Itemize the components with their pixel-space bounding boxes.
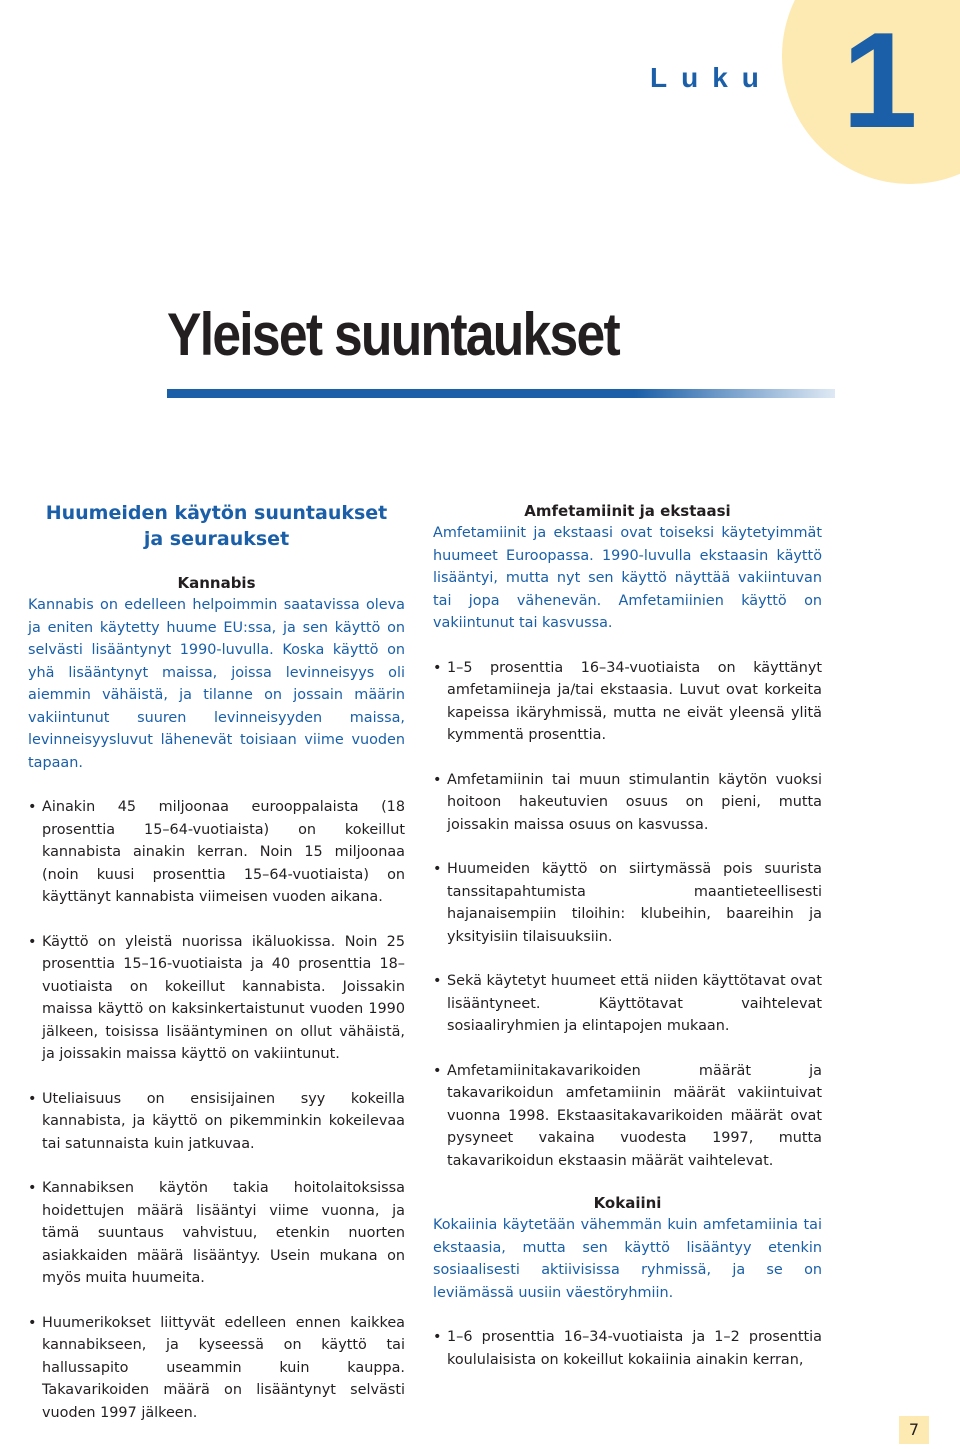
- page-title: Yleiset suuntaukset: [167, 301, 619, 368]
- cannabis-bullet-2: • Käyttö on yleistä nuorissa ikäluokissa. Noin 25 prosenttia 15–16-vuotiaista ja 40 prosenttia 18–vuotiaista on kokeillut kannabista. Joissakin maissa käyttö on kaksinkertaistunut vuoden 1990 jälkeen, toisissa lisääntyminen on ollut vähäistä, ja joissakin maissa käyttö on vakiintunut.: [28, 931, 405, 1066]
- cannabis-bullet-5: • Huumerikokset liittyvät edelleen ennen kaikkea kannabikseen, ja kyseessä on käyttö tai hallussapito useammin kuin kauppa. Takavarikoiden määrä on lisääntynyt selvästi vuoden 1997 jälkeen.: [28, 1312, 405, 1425]
- cocaine-bullet-list: [433, 1326, 822, 1371]
- amphetamines-bullet-3: • Huumeiden käyttö on siirtymässä pois suurista tanssitapahtumista maantieteellisesti hajanaisempiin tiloihin: klubeihin, baareihin ja yksityisiin tilaisuuksiin.: [433, 858, 822, 948]
- section-title: [28, 500, 405, 552]
- amphetamines-heading: Amfetamiinit ja ekstaasi: [524, 502, 731, 520]
- chapter-label: Luku: [650, 62, 773, 93]
- title-rule: [167, 389, 835, 398]
- cannabis-heading: Kannabis: [177, 574, 256, 592]
- right-column: [433, 500, 822, 1371]
- cannabis-bullet-4: • Kannabiksen käytön takia hoitolaitoksissa hoidettujen määrä lisääntyi viime vuonna, ja tämä suuntaus vahvistuu, etenkin nuorten asiakkaiden määrä lisääntyy. Usein mukana on myös muita huumeita.: [28, 1177, 405, 1290]
- cocaine-bullet-1: • 1–6 prosenttia 16–34-vuotiaista ja 1–2 prosenttia koululaisista on kokeillut kokaiinia ainakin kerran,: [433, 1326, 822, 1371]
- left-column: [28, 500, 405, 1424]
- cocaine-heading: Kokaiini: [593, 1194, 662, 1212]
- section-title-line1: Huumeiden käytön suuntaukset: [45, 502, 388, 524]
- page-number: 7: [899, 1416, 929, 1444]
- amphetamines-bullet-4: • Sekä käytetyt huumeet että niiden käyttötavat ovat lisääntyneet. Käyttötavat vaihtelevat sosiaaliryhmien ja elintapojen mukaan.: [433, 970, 822, 1038]
- cannabis-bullet-1: • Ainakin 45 miljoonaa eurooppalaista (18 prosenttia 15–64-vuotiaista) on kokeillut kannabista ainakin kerran. Noin 15 miljoonaa (noin kuusi prosenttia 15–64-vuotiaista) on käyttänyt kannabista viimeisen vuoden aikana.: [28, 796, 405, 909]
- amphetamines-bullet-1: • 1–5 prosenttia 16–34-vuotiaista on käyttänyt amfetamiineja ja/tai ekstaasia. Luvut ovat korkeita kapeissa ikäryhmissä, mutta ne eivät yleensä ylitä kymmentä prosenttia.: [433, 657, 822, 747]
- chapter-number: 1: [842, 4, 912, 156]
- section-title-line2: ja seuraukset: [143, 528, 290, 550]
- cocaine-intro: Kokaiinia käytetään vähemmän kuin amfetamiinia tai ekstaasia, mutta sen käyttö lisääntyy etenkin sosiaalisesti aktiivisissa ryhmissä, ja se on leviämässä uusiin väestöryhmiin.: [433, 1217, 822, 1301]
- amphetamines-intro: Amfetamiinit ja ekstaasi ovat toiseksi käytetyimmät huumeet Euroopassa. 1990-luvulla ekstaasin käyttö lisääntyi, mutta nyt sen käyttö näyttää vakiintuvan tai jopa vähenevän. Amfetamiinien käyttö on vakiintunut tai kasvussa.: [433, 525, 822, 631]
- cannabis-intro: Kannabis on edelleen helpoimmin saatavissa oleva ja eniten käytetty huume EU:ssa, ja sen käyttö on selvästi lisääntynyt 1990-luvulla. Koska käyttö on yhä lisääntynyt maissa, joissa levinneisyys oli aiemmin vähäistä, ja tilanne on jossain määrin vakiintunut suuren levinneisyyden maissa, levinneisyysluvut lähenevät toisiaan viime vuoden tapaan.: [28, 597, 405, 771]
- amphetamines-bullet-2: • Amfetamiinin tai muun stimulantin käytön vuoksi hoitoon hakeutuvien osuus on pieni, mutta joissakin maissa osuus on kasvussa.: [433, 769, 822, 837]
- amphetamines-bullet-list: [433, 657, 822, 1173]
- cannabis-bullet-3: • Uteliaisuus on ensisijainen syy kokeilla kannabista, ja käyttö on pikemminkin kokeilevaa tai satunnaista kuin jatkuvaa.: [28, 1088, 405, 1156]
- cannabis-bullet-list: [28, 796, 405, 1424]
- amphetamines-bullet-5: • Amfetamiinitakavarikoiden määrät ja takavarikoidun amfetamiinin määrät vakiintuivat vuonna 1998. Ekstaasitakavarikoiden määrät ovat pysyneet vakaina vuodesta 1997, mutta takavarikoidun ekstaasin määrät vaihtelevat.: [433, 1060, 822, 1173]
